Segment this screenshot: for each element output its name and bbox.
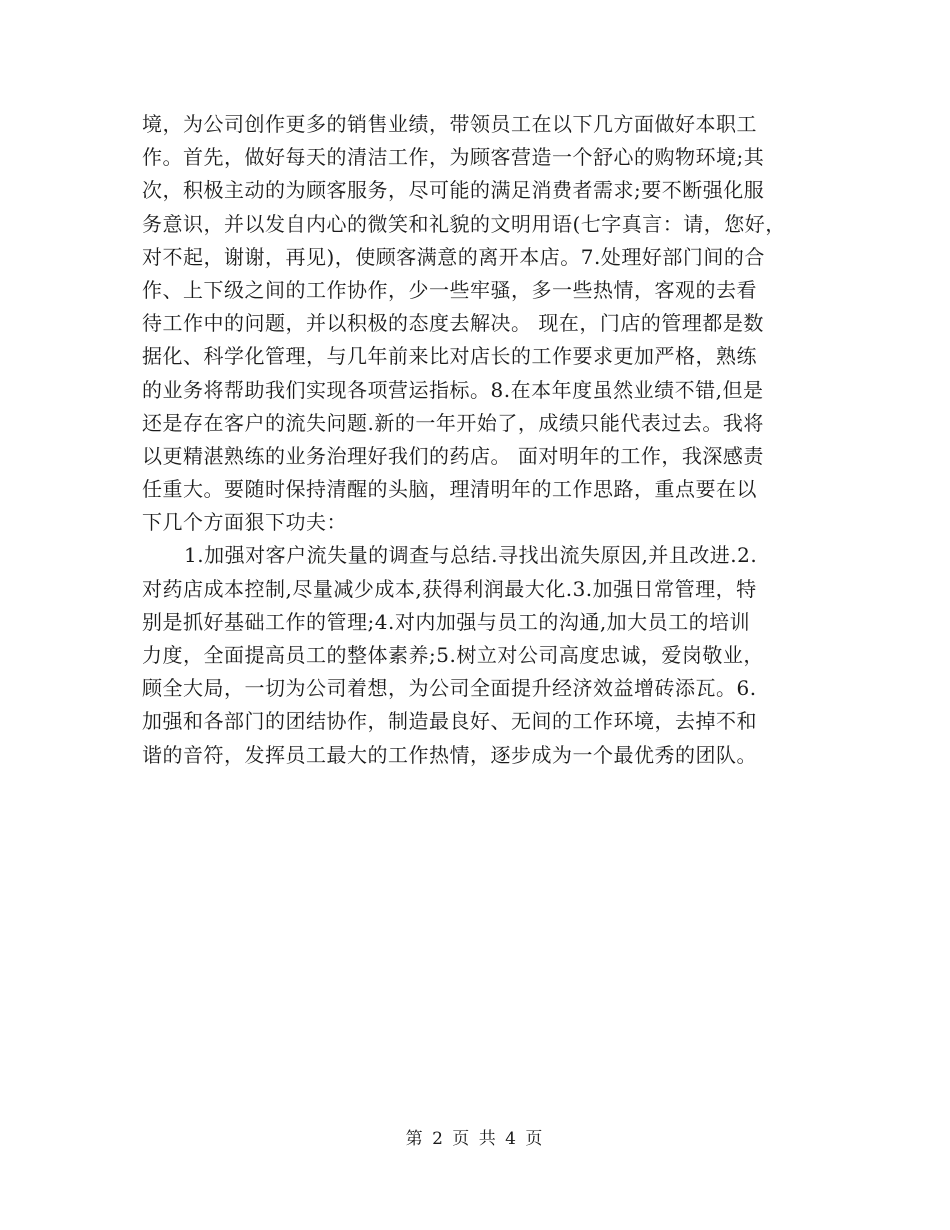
text-line: 境，为公司创作更多的销售业绩，带领员工在以下几方面做好本职工 bbox=[142, 112, 757, 136]
text-line: 以更精湛熟练的业务治理好我们的药店。 面对明年的工作，我深感责 bbox=[142, 443, 764, 468]
text-line: 作、上下级之间的工作协作，少一些牢骚，多一些热情，客观的去看 bbox=[142, 277, 757, 302]
text-line: 务意识，并以发自内心的微笑和礼貌的文明用语(七字真言：请，您好， bbox=[142, 211, 786, 236]
text-line: 还是存在客户的流失问题.新的一年开始了，成绩只能代表过去。我将 bbox=[142, 410, 764, 435]
page-number-footer: 第 2 页 共 4 页 bbox=[405, 1129, 545, 1149]
text-line: 顾全大局，一切为公司着想，为公司全面提升经济效益增砖添瓦。6. bbox=[142, 676, 757, 701]
text-line: 下几个方面狠下功夫： bbox=[142, 510, 347, 535]
text-line: 任重大。要随时保持清醒的头脑，理清明年的工作思路，重点要在以 bbox=[142, 477, 757, 502]
document-body bbox=[142, 108, 818, 772]
text-line: 力度，全面提高员工的整体素养;5.树立对公司高度忠诚，爱岗敬业， bbox=[142, 643, 764, 667]
text-line: 加强和各部门的团结协作，制造最良好、无间的工作环境，去掉不和 bbox=[142, 709, 757, 734]
text-line: 作。首先，做好每天的清洁工作，为顾客营造一个舒心的购物环境;其 bbox=[142, 145, 765, 170]
text-line: 谐的音符，发挥员工最大的工作热情，逐步成为一个最优秀的团队。 bbox=[142, 742, 757, 767]
text-line: 1.加强对客户流失量的调查与总结.寻找出流失原因,并且改进.2. bbox=[184, 543, 758, 568]
text-line: 待工作中的问题，并以积极的态度去解决。 现在，门店的管理都是数 bbox=[142, 311, 764, 336]
text-line: 对药店成本控制,尽量减少成本,获得利润最大化.3.加强日常管理，特 bbox=[142, 576, 757, 601]
text-line: 对不起，谢谢，再见)，使顾客满意的离开本店。7.处理好部门间的合 bbox=[142, 244, 765, 269]
text-line: 的业务将帮助我们实现各项营运指标。8.在本年度虽然业绩不错,但是 bbox=[142, 377, 764, 402]
text-line: 据化、科学化管理，与几年前来比对店长的工作要求更加严格，熟练 bbox=[142, 344, 757, 369]
text-line: 次，积极主动的为顾客服务，尽可能的满足消费者需求;要不断强化服 bbox=[142, 178, 765, 203]
text-line: 别是抓好基础工作的管理;4.对内加强与员工的沟通,加大员工的培训 bbox=[142, 609, 751, 634]
